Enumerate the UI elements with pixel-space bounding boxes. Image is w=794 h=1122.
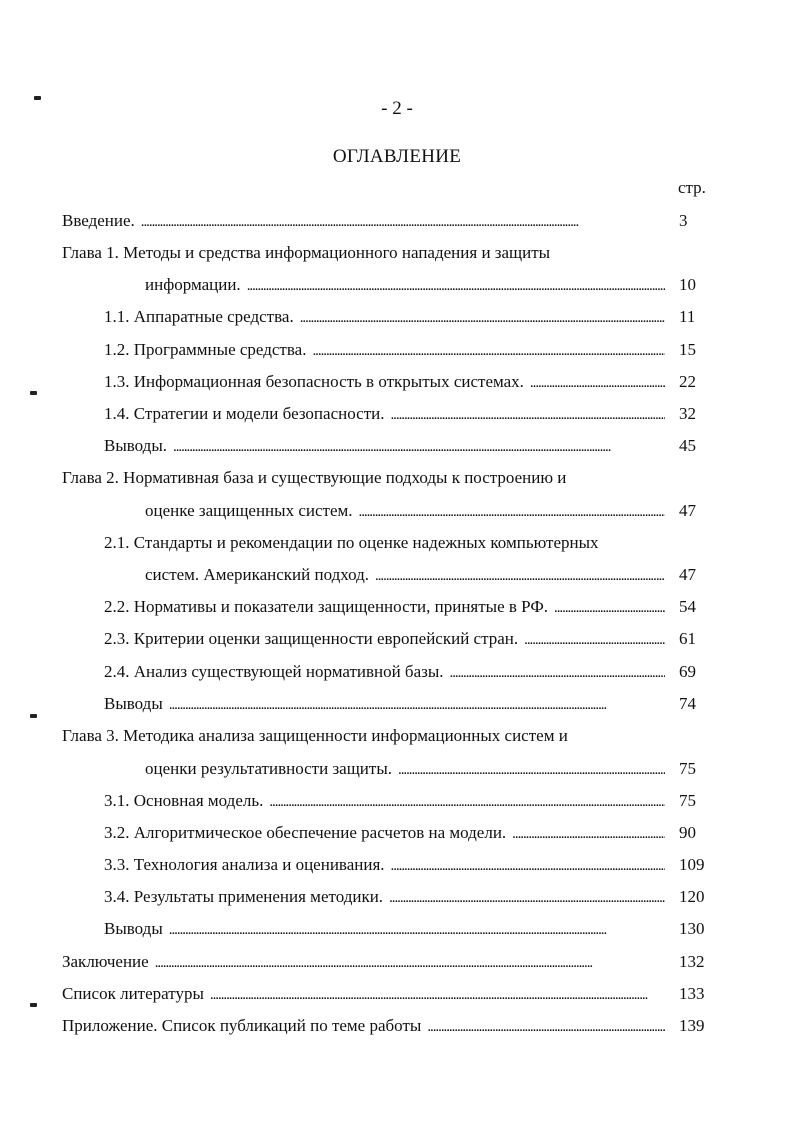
toc-page: 10: [679, 275, 696, 294]
toc-page: 22: [679, 372, 696, 391]
leader-dots: [375, 563, 665, 589]
toc-label: 3.3. Технология анализа и оценивания.: [104, 855, 385, 874]
toc-label: 2.4. Анализ существующей нормативной базы.: [104, 662, 444, 681]
toc-page: 109: [679, 855, 705, 874]
toc-entry-2-1-heading[interactable]: [0, 530, 794, 556]
toc-label: Глава 2. Нормативная база и существующие подходы к построению и: [62, 468, 567, 487]
page-number: - 2 -: [381, 98, 413, 119]
toc-entry-chapter-3[interactable]: [0, 756, 794, 782]
toc-entry-2-4[interactable]: [0, 659, 794, 685]
leader-dots: [300, 305, 665, 331]
toc-label: систем. Американский подход.: [145, 565, 370, 584]
toc-entry-1-1[interactable]: [0, 304, 794, 330]
toc-entry-chapter-1[interactable]: [0, 272, 794, 298]
toc-page: 3: [679, 211, 688, 230]
toc-label: Выводы: [104, 919, 163, 938]
toc-page: 75: [679, 791, 696, 810]
toc-chapter-1-heading[interactable]: [0, 240, 794, 266]
toc-label: 2.2. Нормативы и показатели защищенности, принятые в РФ.: [104, 597, 549, 616]
toc-entry-conclusion[interactable]: [0, 949, 794, 975]
toc-label: 1.2. Программные средства.: [104, 340, 307, 359]
toc-label: Введение.: [62, 211, 135, 230]
toc-entry-references[interactable]: [0, 981, 794, 1007]
toc-entry-intro[interactable]: [0, 208, 794, 234]
leader-dots: [173, 434, 665, 460]
leader-dots: [359, 499, 666, 525]
toc-page: 120: [679, 887, 705, 906]
toc-label: Выводы: [104, 694, 163, 713]
leader-dots: [141, 209, 665, 235]
toc-page: 130: [679, 919, 705, 938]
leader-dots: [390, 402, 665, 428]
toc-label: 3.1. Основная модель.: [104, 791, 264, 810]
leader-dots: [427, 1014, 665, 1040]
leader-dots: [398, 757, 665, 783]
leader-dots: [269, 789, 665, 815]
leader-dots: [512, 821, 665, 847]
toc-label: Выводы.: [104, 436, 168, 455]
toc-label: 1.1. Аппаратные средства.: [104, 307, 294, 326]
toc-page: 74: [679, 694, 696, 713]
toc-page: 32: [679, 404, 696, 423]
toc-label: Приложение. Список публикаций по теме работы: [62, 1016, 422, 1035]
toc-entry-2-1[interactable]: [0, 562, 794, 588]
page-column-header: стр.: [678, 178, 706, 197]
toc-entry-1-2[interactable]: [0, 337, 794, 363]
toc-label: 2.3. Критерии оценки защищенности европейский стран.: [104, 629, 519, 648]
leader-dots: [450, 660, 665, 686]
toc-entry-1-3[interactable]: [0, 369, 794, 395]
leader-dots: [247, 273, 665, 299]
toc-entry-3-conclusions[interactable]: [0, 916, 794, 942]
toc-entry-3-1[interactable]: [0, 788, 794, 814]
toc-entry-chapter-2[interactable]: [0, 498, 794, 524]
toc-entry-3-4[interactable]: [0, 884, 794, 910]
toc-page: 45: [679, 436, 696, 455]
toc-page: 132: [679, 952, 705, 971]
toc-page: 47: [679, 565, 696, 584]
toc-page: 11: [679, 307, 696, 326]
toc-page: 75: [679, 759, 696, 778]
toc-page: 54: [679, 597, 696, 616]
toc-label: 1.4. Стратегии и модели безопасности.: [104, 404, 385, 423]
toc-entry-1-conclusions[interactable]: [0, 433, 794, 459]
leader-dots: [530, 370, 665, 396]
toc-entry-appendix[interactable]: [0, 1013, 794, 1039]
toc-chapter-2-heading[interactable]: [0, 465, 794, 491]
toc-page: 139: [679, 1016, 705, 1035]
toc-chapter-3-heading[interactable]: [0, 723, 794, 749]
toc-entry-3-2[interactable]: [0, 820, 794, 846]
toc-entry-1-4[interactable]: [0, 401, 794, 427]
toc-entry-3-3[interactable]: [0, 852, 794, 878]
toc-label: оценке защищенных систем.: [145, 501, 353, 520]
leader-dots: [391, 853, 665, 879]
toc-label: 3.4. Результаты применения методики.: [104, 887, 384, 906]
scan-mark: [34, 96, 41, 100]
toc-entry-2-3[interactable]: [0, 626, 794, 652]
toc-entry-2-2[interactable]: [0, 594, 794, 620]
toc-page: 69: [679, 662, 696, 681]
leader-dots: [169, 917, 665, 943]
toc-page: 15: [679, 340, 696, 359]
leader-dots: [210, 982, 665, 1008]
page-title: ОГЛАВЛЕНИЕ: [332, 146, 462, 167]
toc-label: Список литературы: [62, 984, 204, 1003]
leader-dots: [155, 950, 665, 976]
toc-label: 3.2. Алгоритмическое обеспечение расчетов на модели.: [104, 823, 507, 842]
toc-page: 47: [679, 501, 696, 520]
leader-dots: [554, 595, 665, 621]
toc-page: 133: [679, 984, 705, 1003]
toc-label: Глава 3. Методика анализа защищенности информационных систем и: [62, 726, 568, 745]
toc-label: Заключение: [62, 952, 149, 971]
leader-dots: [389, 885, 665, 911]
toc-label: 1.3. Информационная безопасность в открытых системах.: [104, 372, 524, 391]
toc-page: 90: [679, 823, 696, 842]
toc-label: информации.: [145, 275, 241, 294]
toc-label: 2.1. Стандарты и рекомендации по оценке надежных компьютерных: [104, 533, 599, 552]
leader-dots: [312, 338, 665, 364]
toc-label: Глава 1. Методы и средства информационного нападения и защиты: [62, 243, 551, 262]
leader-dots: [524, 627, 665, 653]
toc-page: 61: [679, 629, 696, 648]
toc-entry-2-conclusions[interactable]: [0, 691, 794, 717]
toc-label: оценки результативности защиты.: [145, 759, 392, 778]
leader-dots: [169, 692, 665, 718]
